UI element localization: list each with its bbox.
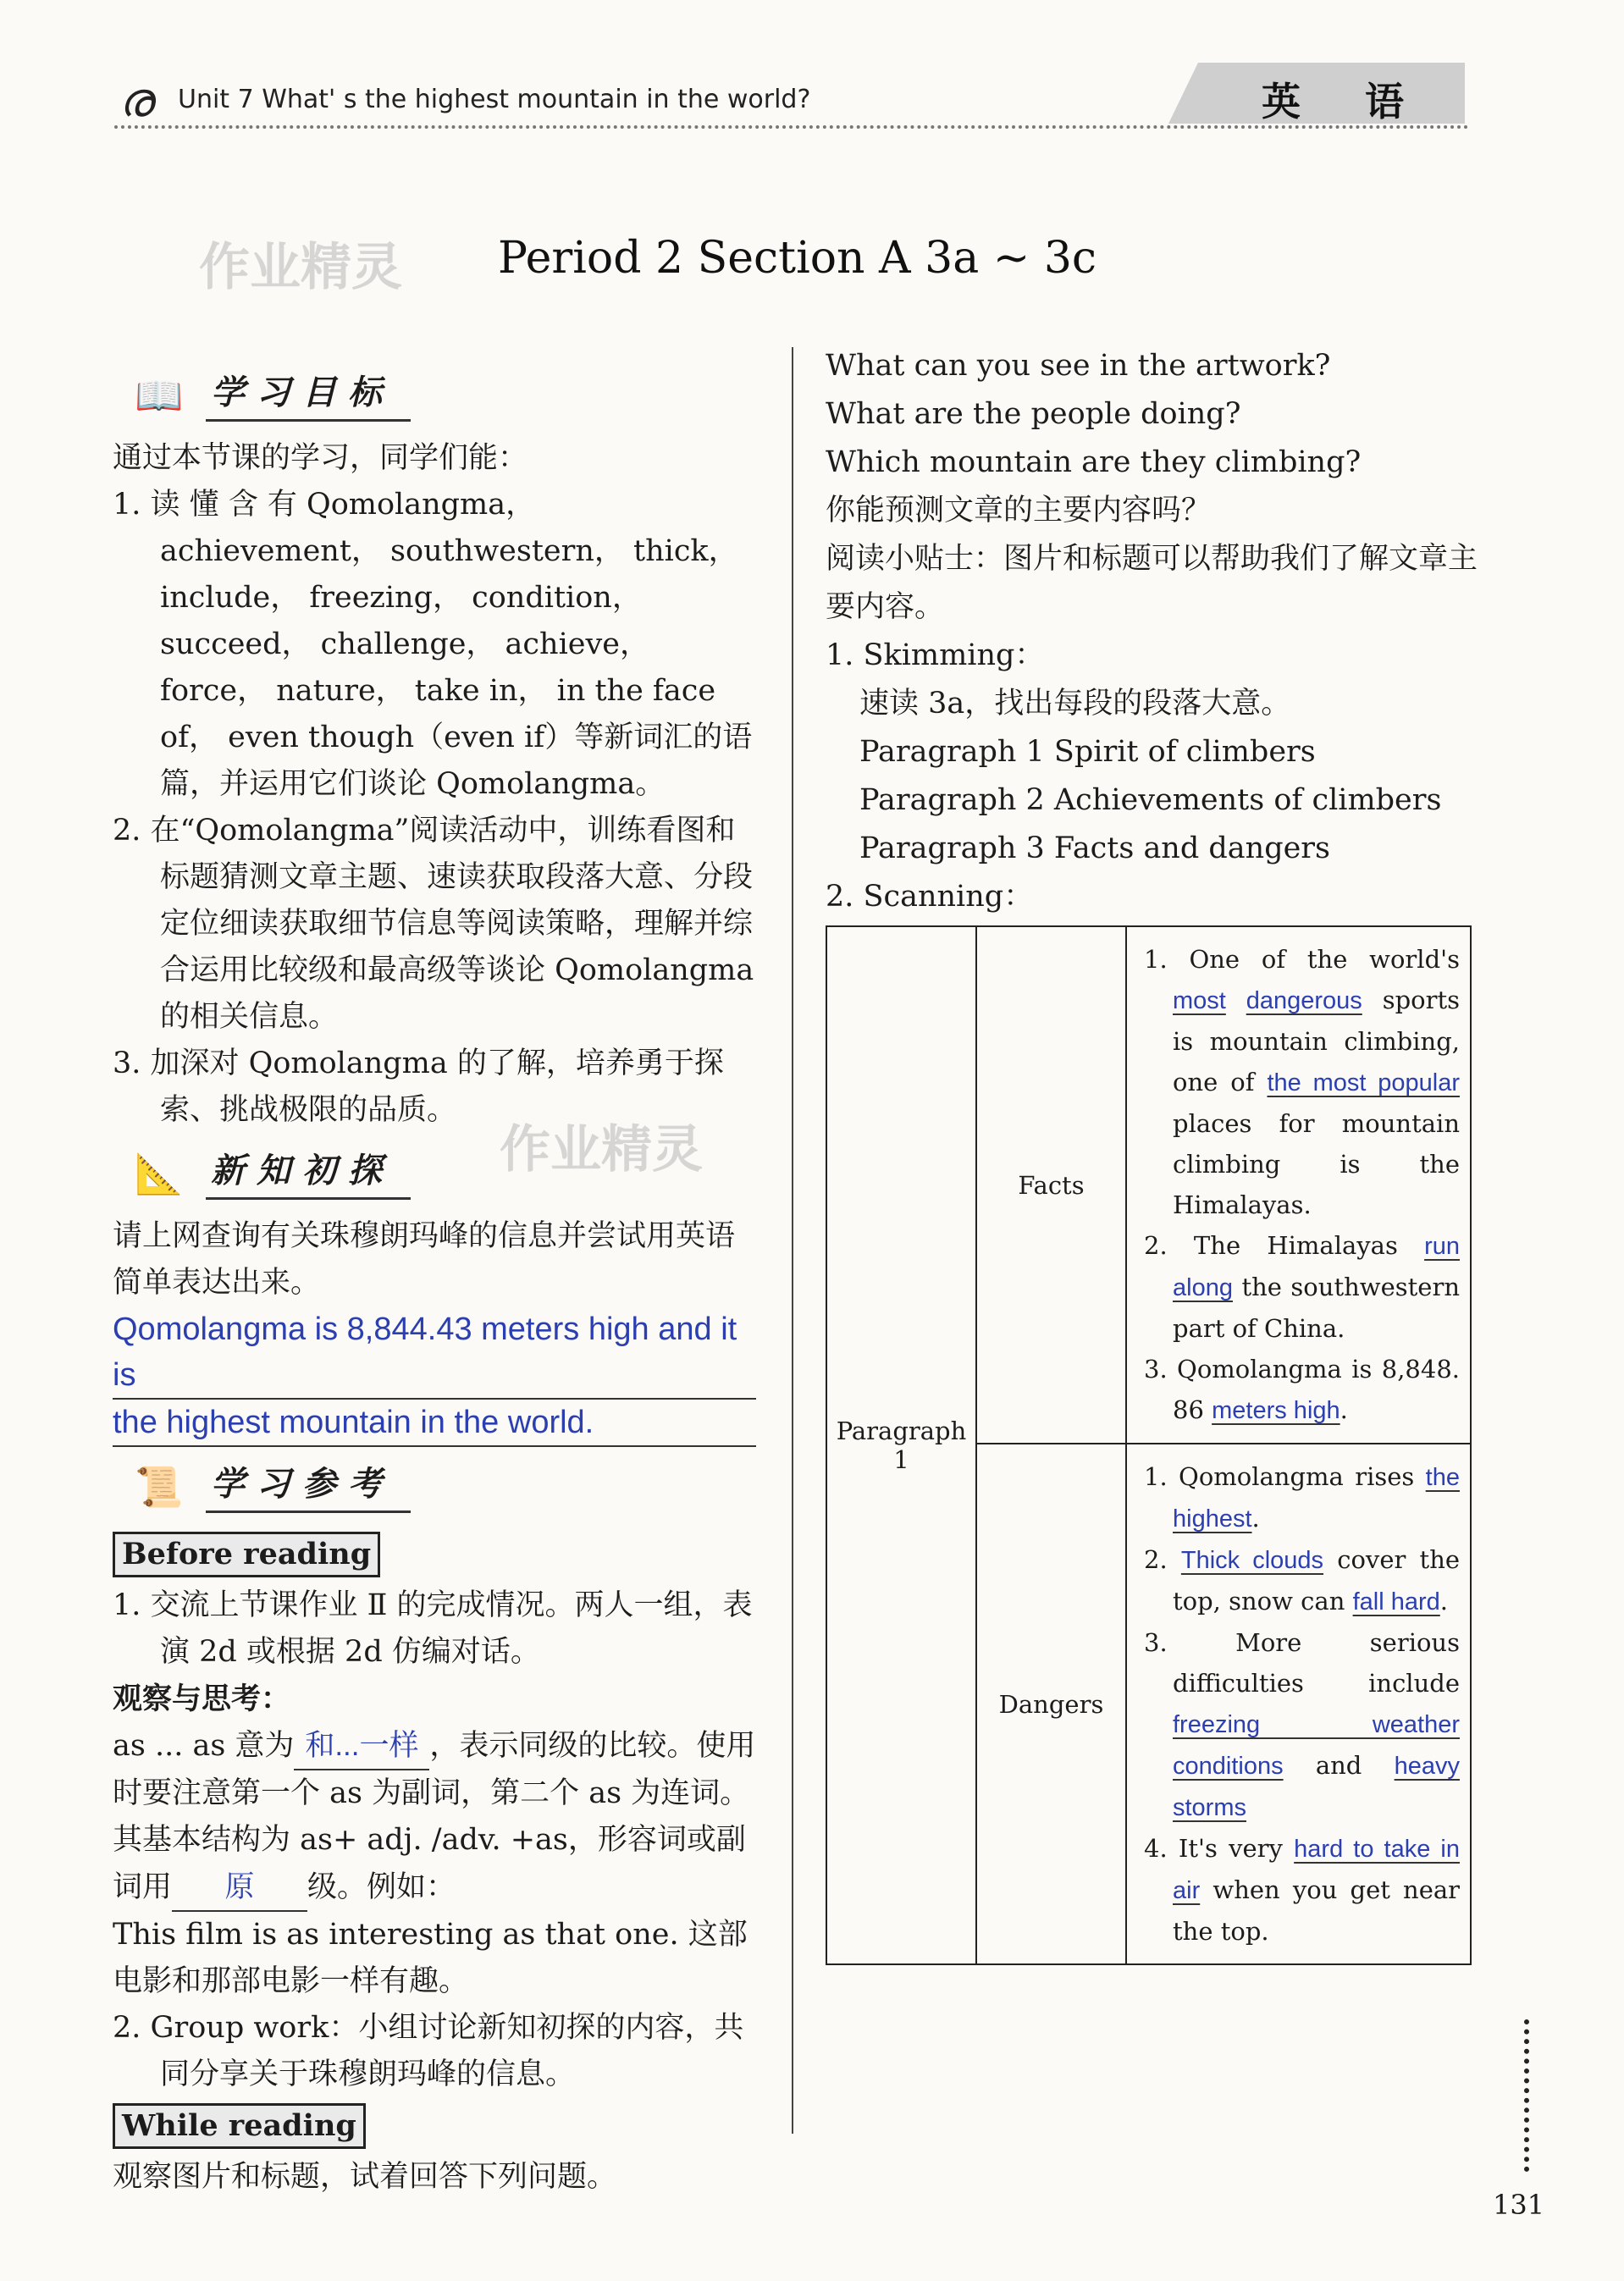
dangers-cell bbox=[1126, 1444, 1471, 1964]
answer-blank: freezing weather conditions bbox=[1173, 1711, 1460, 1780]
fact-item: 2. The Himalayas run along the southwestern part of China. bbox=[1144, 1231, 1460, 1343]
scanning-label: 2. Scanning： bbox=[826, 880, 1034, 914]
question: What are the people doing? bbox=[826, 397, 1241, 431]
before-reading-label: Before reading bbox=[113, 1532, 380, 1577]
watermark: 作业精灵 bbox=[500, 1120, 703, 1179]
danger-item: 2. Thick clouds cover the top, snow can fall hard. bbox=[1144, 1545, 1461, 1615]
question: 你能预测文章的主要内容吗？ bbox=[826, 494, 1212, 527]
facts-label: Facts bbox=[976, 926, 1126, 1444]
scroll-icon: 📜 bbox=[135, 1463, 184, 1510]
fact-item: 3. Qomolangma is 8,848. 86 meters high. bbox=[1144, 1355, 1460, 1424]
answer-blank: 和...一样 bbox=[294, 1722, 429, 1770]
scanning-table bbox=[826, 925, 1472, 1965]
explore-text: 请上网查询有关珠穆朗玛峰的信息并尝试用英语简单表达出来。 bbox=[113, 1219, 736, 1300]
facts-cell bbox=[1126, 926, 1471, 1444]
answer-blank: meters high bbox=[1212, 1397, 1340, 1424]
paragraph-summary: Paragraph 1 Spirit of climbers bbox=[859, 735, 1316, 769]
page-title: Period 2 Section A 3a ~ 3c bbox=[498, 233, 1097, 284]
answer-blank: hard to take in air bbox=[1173, 1836, 1460, 1904]
left-column bbox=[113, 356, 756, 2201]
header-rule bbox=[114, 125, 1469, 129]
danger-item: 4. It's very hard to take in air when you get near the top. bbox=[1144, 1834, 1461, 1946]
answer-blank: most bbox=[1173, 987, 1226, 1014]
margin-dots bbox=[1524, 2019, 1529, 2172]
answer-blank: Thick clouds bbox=[1180, 1547, 1324, 1574]
unit-title: Unit 7 What' s the highest mountain in the world? bbox=[178, 85, 811, 114]
as-as-explanation: as ... as 意为 和...一样 ，表示同级的比较。使用时要注意第一个 as 为副词，第二个 as 为连词。其基本结构为 as+ adj. /adv. +as，形容词或副词用 原 级。例如： bbox=[113, 1722, 756, 1912]
unit-logo: ര bbox=[119, 73, 153, 128]
compass-icon: 📐 bbox=[135, 1150, 184, 1196]
dangers-label: Dangers bbox=[976, 1444, 1126, 1964]
subject-label: 英 语 bbox=[1262, 79, 1430, 124]
explore-answer-line: the highest mountain in the world. bbox=[113, 1400, 756, 1447]
while-text: 观察图片和标题，试着回答下列问题。 bbox=[113, 2160, 617, 2194]
danger-item: 3. More serious difficulties include freezing weather conditions and heavy storms bbox=[1144, 1628, 1461, 1821]
right-column bbox=[826, 342, 1478, 921]
paragraph-cell: Paragraph 1 bbox=[826, 926, 976, 1964]
answer-blank: fall hard bbox=[1352, 1588, 1440, 1615]
answer-blank: 原 bbox=[172, 1864, 307, 1912]
question: What can you see in the artwork? bbox=[826, 349, 1331, 383]
answer-blank: heavy storms bbox=[1173, 1753, 1461, 1821]
danger-item: 1. Qomolangma rises the highest. bbox=[1144, 1462, 1460, 1533]
goal-item: 2. 在“Qomolangma”阅读活动中，训练看图和标题猜测文章主题、速读获取段落大意、分段定位细读获取细节信息等阅读策略，理解并综合运用比较级和最高级等谈论 Qomolangma 的相关信息。 bbox=[113, 814, 754, 1034]
paragraph-summary: Paragraph 3 Facts and dangers bbox=[859, 831, 1331, 865]
page-number: 131 bbox=[1493, 2189, 1545, 2221]
answer-blank: the highest bbox=[1173, 1464, 1460, 1533]
answer-blank: dangerous bbox=[1246, 987, 1362, 1014]
watermark: 作业精灵 bbox=[199, 238, 402, 297]
goals-intro: 通过本节课的学习，同学们能： bbox=[113, 441, 528, 475]
explore-heading: 📐 新知初探 bbox=[113, 1137, 756, 1210]
reading-tip: 阅读小贴士：图片和标题可以帮助我们了解文章主要内容。 bbox=[826, 542, 1478, 624]
observe-label: 观察与思考： bbox=[113, 1682, 291, 1716]
while-reading-label: While reading bbox=[113, 2103, 366, 2149]
skimming-task: 速读 3a，找出每段的段落大意。 bbox=[859, 687, 1291, 721]
before-item: 1. 交流上节课作业 Ⅱ 的完成情况。两人一组，表演 2d 或根据 2d 仿编对话。 bbox=[113, 1588, 753, 1669]
goal-item: 3. 加深对 Qomolangma 的了解，培养勇于探索、挑战极限的品质。 bbox=[113, 1047, 724, 1127]
table-row bbox=[826, 926, 1471, 1444]
column-divider bbox=[792, 347, 793, 2134]
before-item: 2. Group work：小组讨论新知初探的内容，共同分享关于珠穆朗玛峰的信息。 bbox=[113, 2011, 744, 2091]
question: Which mountain are they climbing? bbox=[826, 445, 1362, 479]
goal-item: 1. 读 懂 含 有 Qomolangma， achievement， southwestern， thick， include， freezing， condition， succeed， challenge， achieve， force， nature， take in， in the face of， even though（even if）等新词汇的语篇，并运用它们谈论 Qomolangma。 bbox=[113, 488, 753, 801]
example-sentence: This film is as interesting as that one. 这部电影和那部电影一样有趣。 bbox=[113, 1918, 748, 1998]
answer-blank: the most popular bbox=[1267, 1069, 1461, 1096]
reference-heading: 📜 学习参考 bbox=[113, 1450, 756, 1523]
explore-answer-line: Qomolangma is 8,844.43 meters high and it is bbox=[113, 1306, 756, 1400]
fact-item: 1. One of the world's most dangerous sports is mountain climbing, one of the most popular places for mountain climbing is the Himalayas. bbox=[1144, 945, 1461, 1219]
book-plant-icon: 📖 bbox=[135, 372, 184, 418]
skimming-label: 1. Skimming： bbox=[826, 638, 1045, 672]
paragraph-summary: Paragraph 2 Achievements of climbers bbox=[859, 783, 1442, 817]
goals-heading: 📖 学习目标 bbox=[113, 359, 756, 432]
answer-blank: run along bbox=[1173, 1233, 1460, 1301]
